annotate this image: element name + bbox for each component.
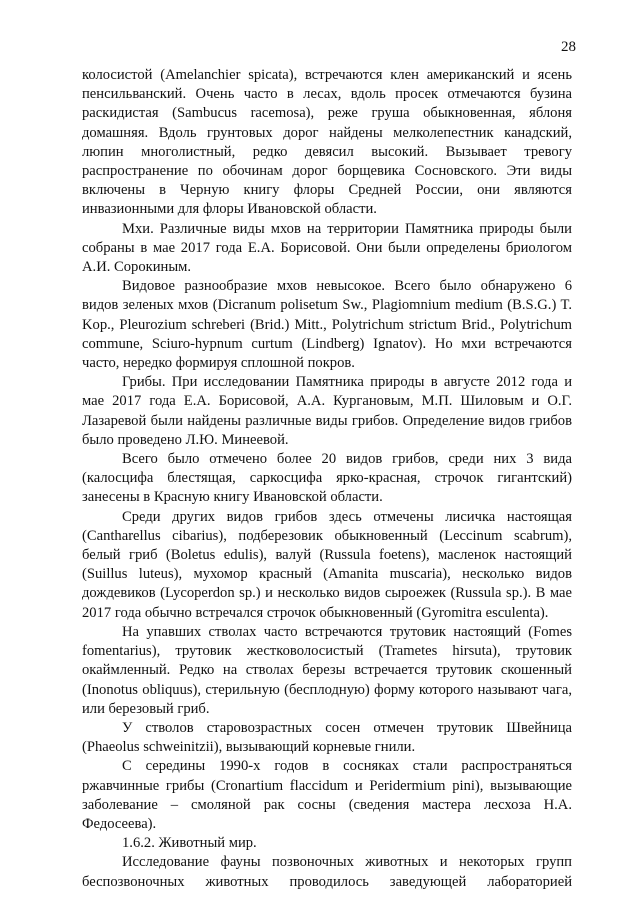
- paragraph-rust-fungi: С середины 1990-х годов в сосняках стали распространяться ржавчинные грибы (Cronartium flaccidum и Peridermium pini), вызывающие заболевание – смоляной рак сосны (сведения мастера лесхоза Н.А. Федосеева).: [82, 758, 572, 832]
- paragraph-schweinitz-polypore: У стволов старовозрастных сосен отмечен трутовик Швейница (Phaeolus schweinitzii), вызывающий корневые гнили.: [82, 719, 572, 756]
- paragraph-mosses-diversity: Видовое разнообразие мхов невысокое. Всего было обнаружено 6 видов зеленых мхов (Dicranum polisetum Sw., Plagiomnium medium (B.S.G.) T. Kop., Pleurozium schreberi (Brid.) Mitt., Polytrichum strictum Brid., Polytrichum commune, Sciuro-hypnum curtum (Lindberg) Ignatov). Но мхи встречаются часто, нередко формируя сплошной покров.: [82, 278, 572, 372]
- page-number: 28: [561, 39, 576, 55]
- paragraph-fungi-research: Грибы. При исследовании Памятника природы в августе 2012 года и мае 2017 года Е.А. Борисовой, А.А. Кургановым, М.П. Шиловым и О.Г. Лазаревой были найдены различные виды грибов. Определение видов грибов было проведено Л.Ю. Минеевой.: [82, 374, 572, 448]
- paragraph-mosses-collection: Мхи. Различные виды мхов на территории Памятника природы были собраны в мае 2017 года Е.А. Борисовой. Они были определены бриологом А.И. Сорокиным.: [82, 220, 572, 276]
- body-text: [82, 66, 572, 892]
- section-heading-fauna: 1.6.2. Животный мир.: [122, 835, 257, 852]
- paragraph-fungi-species: Среди других видов грибов здесь отмечены лисичка настоящая (Cantharellus cibarius), подберезовик обыкновенный (Leccinum scabrum), белый гриб (Boletus edulis), валуй (Russula foetens), масленок настоящий (Suillus luteus), мухомор красный (Amanita muscaria), несколько видов дождевиков (Lycoperdon sp.) и несколько видов сыроежек (Russula sp.). В мае 2017 года обычно встречался строчок обыкновенный (Gyromitra esculenta).: [82, 508, 572, 621]
- paragraph-tinder-fungi: На упавших стволах часто встречаются трутовик настоящий (Fomes fomentarius), трутовик жестковолосистый (Trametes hirsuta), трутовик окаймленный. Редко на стволах березы встречается трутовик скошенный (Inonotus obliquus), стерильную (бесплодную) форму которого называют чага, или березовый гриб.: [82, 623, 572, 717]
- paragraph-shrubs-continued: колосистой (Amelanchier spicata), встречаются клен американский и ясень пенсильванский. Очень часто в лесах, вдоль просек отмечаются бузина раскидистая (Sambucus racemosa), реже груша обыкновенная, яблоня домашняя. Вдоль грунтовых дорог найдены мелколепестник канадский, люпин многолистный, редко девясил высокий. Вызывает тревогу распространение по обочинам дорог борщевика Сосновского. Эти виды включены в Черную книгу флоры Средней России, они являются инвазионными для флоры Ивановской области.: [82, 67, 572, 218]
- paragraph-fungi-red-book: Всего было отмечено более 20 видов грибов, среди них 3 вида (калосцифа блестящая, саркосцифа ярко-красная, строчок гигантский) занесены в Красную книгу Ивановской области.: [82, 451, 572, 506]
- paragraph-fauna-research: Исследование фауны позвоночных животных и некоторых групп беспозвоночных животных проводилось заведующей лабораторией: [82, 854, 572, 890]
